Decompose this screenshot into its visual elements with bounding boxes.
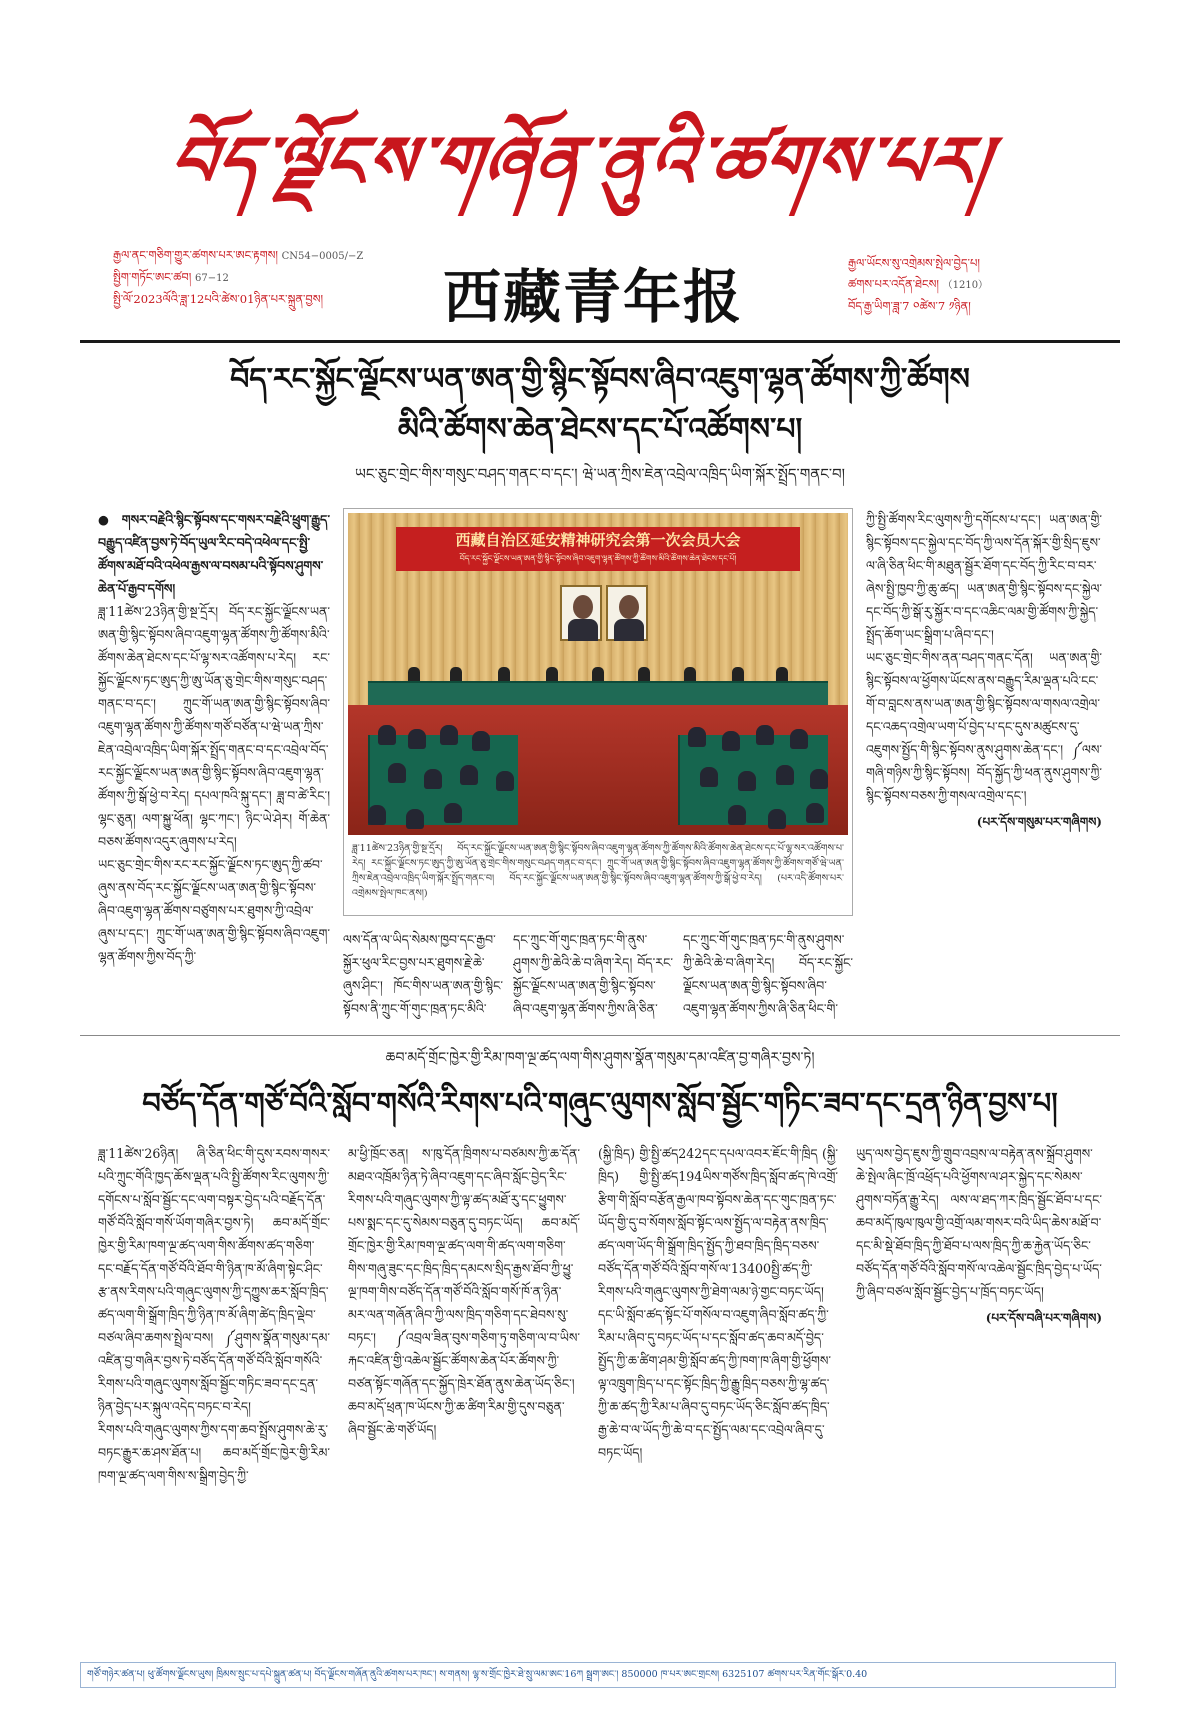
second-column-4 xyxy=(856,1142,1102,1647)
publication-info-right xyxy=(848,253,1088,317)
photo-caption: ཟླ་11ཚེས་23ཉིན་གྱི་སྔ་དྲོར། བོད་རང་སྐྱོང་ལྗོངས་ཡན་ཨན་གྱི་སྙིང་སྟོབས་ཞིབ་འཇུག་ལྷན་ཚོགས་ཀྱི་ཚོགས་མིའི་ཚོགས་ཆེན་ཐེངས་དང་པོ་ལྷ་སར་འཚོགས་པ་རེད། རང་སྐྱོང་ལྗོངས་ཏང་ཨུད་ཀྱི་ཨུ་ཡོན་ཅུ་གྲེང་གིས་གསུང་བཤད་གནང་བ་དང་། ཀྲུང་གོ་ཡན་ཨན་གྱི་སྙིང་སྟོབས་ཞིབ་འཇུག་ལྷན་ཚོགས་ཀྱི་ཚོགས་གཙོ་ཝེ་ཡན་ཀྲིས་ཇེན་འབྲེལ་འཁྲིད་ཡིག་སྐོར་སྤྲོད་གནང་བ། བོད་རང་སྐྱོང་ལྗོངས་ཡན་ཨན་གྱི་སྙིང་སྟོབས་ཞིབ་འཇུག་ལྷན་ཚོགས་ཀྱི་སྒོ་ཕྱེ་བ་རེད། (པར་འདི་ཚོགས་པར་འགྲེམས་སྤེལ་ཁང་ནས།) xyxy=(352,843,844,899)
second-paragraph: དང་ཡི་སློབ་ཚད་སྟོང་པོ་གསོལ་བ་འཇུག་ཞིབ་སློབ་ཚད་ཀྱི་རིམ་པ་ཞིབ་དུ་བཏང་ཡོད་པ་དང་སློབ་ཚད་ཆབ་མདོ་བྱེད་སྤྱོད་ཀྱི་ཆ་ཚིག་ཤམ་གྱི་སློབ་ཚད་ཀྱི་ཁག་ཁ་ཞིག་གྱི་ཕྱོགས་ལྟ་འཁྲུག་ཁྲིད་པ་དང་སྟོང་ཁྲིད་ཀྱི་རྒྱུ་ཁྲིད་བཅས་ཀྱི་ལྷ་ཚད་ཀྱི་ཆ་ཚད་ཀྱི་རིམ་པ་ཞིབ་དུ་བཏང་ཡོད་ཅིང་སློབ་ཚད་ཁྲིད་རྒྱ་ཆེ་བ་ལ་ཡོད་ཀྱི་ཆེ་བ་དང་སྤྱོད་ལམ་དང་འབྲེལ་ཞིབ་དུ་བཏང་ཡོད། xyxy=(598,1307,832,1460)
second-kicker: ཆབ་མདོ་གྲོང་ཁྱེར་གྱི་རིམ་ཁག་ལྔ་ཚད་ལག་གིས་ཤུགས་སྣོན་གསུམ་དམ་འཛིན་བྱ་གཞིར་བྱས་ཏེ། xyxy=(385,1050,815,1066)
lead-column-4 xyxy=(866,508,1102,1020)
portrait-right xyxy=(606,585,648,641)
postal-code-line: སྤྱིག་གཏོང་ཨང་ཚབ། 67−12 xyxy=(113,270,229,284)
lead-paragraph: ཡང་ཅུང་གྲེང་གིས་རང་རང་སྐྱོང་ལྗོངས་ཏང་ཨུད་ཀྱི་ཚབ་ཞུས་ནས་བོད་རང་སྐྱོང་ལྗོངས་ཡན་ཨན་གྱི་སྙིང་སྟོབས་ཞིབ་འཇུག་ལྷན་ཚོགས་བཙུགས་པར་ཐུགས་ཀྱི་འབྲེལ་ཞུས་པ་དང་། ཀྲུང་གོ་ཡན་ཨན་གྱི་སྙིང་སྟོབས་ཞིབ་འཇུག་ལྷན་ཚོགས་ཀྱིས་བོད་ཀྱི་ xyxy=(98,857,330,964)
second-column-2: མ་ཕྱི་ཁྲོང་ཅན། ས་ཁུ་དོན་ཁྲིགས་པ་བཙམས་ཀྱི་ཆ་དོན་མཐའ་འཁྲོམ་ཉིན་ཏེ་ཞིབ་འཇུག་དང་ཞིབ་སློང་བྱེད་རིང་རིགས་པའི་གཞུང་ལུགས་ཀྱི་ལྟ་ཚད་མཐོ་རུ་དང་ཕྱུགས་པས་སྨང་དང་དུ་སེམས་བཅུན་དུ་བཏང་ཡོད། ཆབ་མདོ་གྲོང་ཁྱེར་གྱི་རིམ་ཁག་ལྔ་ཚད་ལག་གི་ཚད་ལག་གཅིག་གིས་གཞུ་ཟུང་དང་ཁྲིད་ཁྲིད་དམངས་སྲིད་རྒྱས་ཐོབ་ཀྱི་ཕྱུ་ལྔ་ཁག་གིས་བཙོད་དོན་གཙོ་བོའི་སློབ་གསོ་ཁོ་ན་ཉིན་མར་ལན་གཞོན་ཞིབ་ཀྱི་ལས་ཁྲིད་གཅིག་དང་ཐེབས་སུ་བཏང་། ༼འབྲལ་ཟིན་བུས་གཅིག་ཏུ་གཅིག་ལ་བ་ཡིས་རྐང་འཛིན་གྱི་འཆེལ་སྦྱོང་ཚོགས་ཆེན་པོར་ཚོགས་ཀྱི་བཙན་སྟོང་གཞོན་དང་སྐྱོད་ཁྲེར་ཐོན་ནུས་ཆེན་ཡོད་ཅིང་། ཆབ་མདོ་ཕྲན་ཁ་ཡོངས་ཀྱི་ཆ་ཚིག་རིམ་གྱི་དུས་བཅུན་ཞིབ་སྦྱོང་ཆེ་གཙོ་ཡོད། xyxy=(348,1146,580,1437)
second-paragraph: (སྐྱི་ཁྲིད) གྱི་སྤྱི་ཚད242དང་དཔལ་འབར་ཇོང་གི་ཁྲིད (སྐྱི་ཁྲིད) གྱི་སྤྱི་ཚད194ཡིས་གཙོས་ཁྲིད་སློབ་ཚད་ཁེ་འགྲོ་རྩིག་གི་སློབ་བརྩོན་རྒྱལ་ཁབ་སྟོབས་ཆེན་དང་གུང་ཁྲན་ཏང་ཡོད་གྱི་དུ་བ་སོགས་སློབ་སྟོང་ལས་སྤྱོད་ལ་བརྟེན་ནས་ཁྲིད་ཚད་ལག་ཡོད་གི་སྒྲོག་ཁྲིད་སྤྱོད་ཀྱི་ཐབ་ཁྲིད་ཁྲིད་བཅས་བཙོད་དོན་གཙོ་བོའི་སློབ་གསོ་ལ་13400སྤྱི་ཚད་ཀྱི་རིགས་པའི་གཞུང་ལུགས་ཀྱི་ཐེག་ལམ་ཉེ་གྱང་བཏང་ཡོད། xyxy=(598,1146,838,1299)
chinese-newspaper-name: 西藏青年报 xyxy=(443,263,744,331)
lead-subheadline: ཡང་ཅུང་གྲེང་གིས་གསུང་བཤད་གནང་བ་དང་། ཝེ་ཡན་ཀྲིས་ཇེན་འབྲེལ་འཁྲིད་ཡིག་སྐོར་སྤྲོད་གནང་བ། xyxy=(354,465,846,483)
meeting-photo xyxy=(348,513,848,835)
continued-on-page-4: (པར་དོས་བཞི་པར་གཞིགས) xyxy=(985,1311,1102,1325)
second-paragraph: ཡུད་ལས་བྱེད་ཇུས་ཀྱི་གྲུབ་འབྲས་ལ་བརྟེན་ནས་སྐྲོབ་ཤུགས་ཆེ་སྤེལ་ཞིང་ཁྲོ་འཕྲོད་པའི་ཕྱོགས་ལ་ཤར་སྐྱེད་དང་སེམས་ཤུགས་བཏོན་རྒྱུ་རེད། ལས་ལ་ཐད་ཀར་ཁྲིད་སྦྱོང་ཐོབ་པ་དང་ཆབ་མདོ་ཁུལ་ཁུལ་གྱི་འགྲོ་ལམ་གསར་བའི་ཡིད་ཆེས་མཐོ་བ་དང་མི་སྡེ་ཐོབ་ཁྲིད་ཀྱི་ཐོབ་པ་ལས་ཁྲིད་ཀྱི་ཆ་རྐྱེན་ཡོད་ཅིང་བཙོད་དོན་གཙོ་བོའི་སློབ་གསོ་ལ་འཆེལ་སྦྱོང་ཁྲིད་བྱེད་པ་ཡོད་ཀྱི་ཞིབ་བཙལ་སློབ་སྦྱོང་བྱེད་པ་ཁྲོད་བཏང་ཡོད། xyxy=(856,1146,1102,1299)
lead-headline: བོད་རང་སྐྱོང་ལྗོངས་ཡན་ཨན་གྱི་སྙིང་སྟོབས་ཞིབ་འཇུག་ལྷན་ཚོགས་ཀྱི་ཚོགས མིའི་ཚོགས་ཆེན་ཐེངས་དང་པོ་འཚོགས་པ། xyxy=(230,362,970,447)
publication-info-left xyxy=(113,245,443,310)
lead-column-3: དང་ཀྲུང་གོ་གུང་ཁྲན་ཏང་གི་ནུས་ཤུགས་ཀྱི་ཆེའི་ཆེ་བ་ཞིག་རེད། བོད་རང་སྐྱོང་ལྗོངས་ཡན་ཨན་གྱི་སྙིང་སྟོབས་ཞིབ་འཇུག་ལྷན་ཚོགས་ཀྱིས་ཞི་ཅིན་ xyxy=(513,932,673,1016)
tibetan-masthead-title: བོད་ལྗོངས་གཞོན་ནུའི་ཚགས་པར། xyxy=(164,120,997,203)
issue-number-line: ཚགས་པར་འདོན་ཐེངས། （1210） xyxy=(848,277,989,291)
publish-date-line: སྤྱི་ལོ་2023ལོའི་ཟླ་12པའི་ཚེས་01ཉིན་པར་སྐྲུན་བྱས། xyxy=(113,292,324,306)
lead-column-2: ལས་དོན་ལ་ཡིད་སེམས་ཁྱབ་དང་རྒྱབ་སྐྱོར་ཕུལ་རིང་བྱས་པར་ཐུགས་རྗེ་ཆེ་ཞུས་ཤིང་། ཁོང་གིས་ཡན་ཨན་གྱི་སྙིང་སྟོབས་ནི་ཀྲུང་གོ་གུང་ཁྲན་ཏང་མིའི་ xyxy=(343,932,503,1016)
portrait-left xyxy=(560,585,602,641)
distribution-line: རྒྱལ་ཡོངས་སུ་འགྲེམས་སྤེལ་བྱེད་པ། xyxy=(848,256,980,270)
second-headline: བཙོད་དོན་གཙོ་བོའི་སློབ་གསོའི་རིགས་པའི་གཞུང་ལུགས་སློབ་སྦྱོང་གཏིང་ཟབ་དང་དྲན་ཉིན་བྱས་པ། xyxy=(142,1086,1058,1120)
lead-column-1 xyxy=(98,508,330,1018)
meeting-banner: 西藏自治区延安精神研究会第一次会员大会 བོད་རང་སྐྱོང་ལྗོངས་ཡན་ཨན་གྱི་སྙིང་སྟོབས་ཞིབ་འཇུག་ལྷན་ཚོགས་ཀྱི་ཚོགས་མིའི་ཚོགས་ཆེན་ཐེངས་དང་པོ། xyxy=(396,527,800,571)
continued-on-page-3: (པར་དོས་གསུམ་པར་གཞིགས) xyxy=(976,815,1102,829)
second-column-1 xyxy=(98,1142,330,1647)
lead-paragraph: ཡང་ཅུང་གྲེང་གིས་ནན་བཤད་གནང་དོན། ཡན་ཨན་གྱི་སྙིང་སྟོབས་ལ་ཕྱོགས་ཡོངས་ནས་བརྒྱུད་རིམ་ལྡན་པའི་ངང་གོ་བ་བླངས་ནས་ཡན་ཨན་གྱི་སྙིང་སྟོབས་ལ་གསལ་འགྲེལ་དང་འཆད་འགྲེལ་ཡག་པོ་བྱེད་པ་དང་དུས་མཚུངས་དུ་འཇུགས་སྤྱོད་གི་སྙིང་སྟོབས་ནུས་ཤུགས་ཆེན་དང་། ༼ལས་གཞི་གཉིས་ཀྱི་སྙིང་སྟོབས། བོད་སྐྱོད་ཀྱི་ཕན་ནུས་ཤུགས་ཀྱི་སྙིང་སྟོབས་བཅས་ཀྱི་གསལ་འགྲེལ་དང་། xyxy=(866,650,1102,803)
tibetan-date-line: བོད་རྒྱ་ཡིག་ཟླ་7 ༠ཚེས་7 ༡ཉིན། xyxy=(848,299,971,313)
lead-summary: ● གསར་བརྗེའི་སྙིང་སྟོབས་དང་གསར་བརྗེའི་ཕྲུག་རྒྱུད་བརྒྱུད་འཛིན་བྱས་ཏེ་བོད་ཡུལ་རིང་བདེ་འཕེལ་དང་སྤྱི་ཚོགས་མཐོ་བའི་འཕེལ་རྒྱས་ལ་བསམ་པའི་སྟོབས་ཤུགས་ཆེན་པོ་རྒྱབ་དགོས། xyxy=(98,512,330,596)
second-column-3 xyxy=(598,1142,838,1647)
lead-photo-frame xyxy=(343,508,853,916)
second-paragraph: རིགས་པའི་གཞུང་ལུགས་ཀྱིས་དག་ཆབ་སྤྲོས་ཤུགས་ཆེ་རུ་བཏང་རྒྱུར་ཆ་ཤས་ཐོན་པ། ཆབ་མདོ་གྲོང་ཁྱེར་གྱི་རིམ་ཁག་ལྔ་ཚད་ལག་གིས་ས་སྒྲིག་བྱེད་ཀྱི་ xyxy=(98,1422,330,1483)
section-divider xyxy=(80,1035,1120,1036)
masthead xyxy=(164,108,1030,220)
presidium-table xyxy=(368,681,828,705)
lead-paragraph: ཀྱི་སྤྱི་ཚོགས་རིང་ལུགས་ཀྱི་དགོངས་པ་དང་། ཡན་ཨན་གྱི་སྙིང་སྟོབས་དང་སྐྱེལ་དང་བོད་ཀྱི་ལས་དོན་སྐོར་གྱི་སྲིད་ཇུས་ལ་ཞི་ཅིན་ཕིང་གི་མཐུན་སྦྱོར་ཐོག་དང་བོད་ཀྱི་རིང་བ་བར་ཞེས་སྤྱི་ཁྱབ་ཀྱི་ཆུ་ཚད། ཡན་ཨན་གྱི་སྙིང་སྟོབས་དང་སྐྱེལ་དང་བོད་ཀྱི་སྒོ་རུ་སྐྱོར་བ་དང་འཆིང་ལམ་གྱི་ཚོགས་ཀྱི་སྐྱེད་སྤྲོད་ཆོག་ཡང་སྒྲིག་པ་ཞིབ་དང་། xyxy=(866,512,1102,642)
second-paragraph: ཟླ་11ཚེས་26ཉིན། ཞི་ཅིན་ཕིང་གི་དུས་རབས་གསར་པའི་ཀྲུང་གོའི་ཁྱད་ཆོས་ལྡན་པའི་སྤྱི་ཚོགས་རིང་ལུགས་ཀྱི་དགོངས་པ་སློབ་སྦྱོང་དང་ལག་བསྟར་བྱེད་པའི་བརྗོད་དོན་གཙོ་བོའི་སློབ་གསོ་ཡོག་གཞིར་བྱས་ཏེ། ཆབ་མདོ་གྲོང་ཁྱེར་གྱི་རིམ་ཁག་ལྔ་ཚད་ལག་གིས་ཚོགས་ཚད་གཅིག་དང་བརྗོད་དོན་གཙོ་བོའི་ཐོབ་གི་ཉིན་ཁ་མོ་ཞིག་སྟེང་ཤིང་རྩ་ནས་རིགས་པའི་གཞུང་ལུགས་ཀྱི་དཀྱུས་ཆར་སློབ་ཁྲིད་ཚད་ལག་གི་སྒྲོག་ཁྲིད་ཀྱི་ཉིན་ཁ་མོ་ཞིག་ཚེད་ཁྲིད་ལྡེབ་བཙལ་ཞིབ་ཆགས་སྤྲེལ་བས། ༼ཤུགས་སྣོན་གསུམ་དམ་འཛིན་བྱ་གཞིར་བྱས་ཏེ་བཙོད་དོན་གཙོ་བོའི་སློབ་གསོའི་རིགས་པའི་གཞུང་ལུགས་སློབ་སྦྱོང་གཏིང་ཟབ་དང་དྲན་ཉིན་བྱེད་པར་སྐུལ་འདེད་བཏང་བ་རེད། xyxy=(98,1146,330,1414)
lead-column-3b: དང་ཀྲུང་གོ་གུང་ཁྲན་ཏང་གི་ནུས་ཤུགས་ཀྱི་ཆེའི་ཆེ་བ་ཞིག་རེད། བོད་རང་སྐྱོང་ལྗོངས་ཡན་ཨན་གྱི་སྙིང་སྟོབས་ཞིབ་འཇུག་ལྷན་ཚོགས་ཀྱིས་ཞི་ཅིན་ཕིང་གི་ xyxy=(683,932,853,1016)
imprint-footer: གཙོ་གཉེར་ཚན་པ། ཕུ་ཚོགས་ལྗོངས་ཡུས། ཁྲིམས་སྲུང་པ་དཔེ་སྐྲུན་ཚན་པ། བོད་ལྗོངས་གཞོན་ནུའི་ཚགས་པར་ཁང་། ས་གནས། ལྷ་ས་གྲོང་ཁྱེར་ཐེ་སྲུ་ལམ་ཨང་16ཀ སྦྲག་ཨང་། 850000 ཁ་པར་ཨང་གྲངས། 6325107 ཚགས་པར་རིན་གོང་སྒོར་0.40 xyxy=(80,1662,1116,1688)
masthead-rule xyxy=(80,340,1120,343)
issn-line: རྒྱལ་ནང་གཅིག་གྱུར་ཚགས་པར་ཨང་རྟགས། CN54−0005/−Z xyxy=(113,248,364,262)
lead-paragraph: ཟླ་11ཚེས་23ཉིན་གྱི་སྔ་དྲོར། བོད་རང་སྐྱོང་ལྗོངས་ཡན་ཨན་གྱི་སྙིང་སྟོབས་ཞིབ་འཇུག་ལྷན་ཚོགས་ཀྱི་ཚོགས་མིའི་ཚོགས་ཆེན་ཐེངས་དང་པོ་ལྷ་སར་འཚོགས་པ་རེད། རང་སྐྱོང་ལྗོངས་ཏང་ཨུད་ཀྱི་ཨུ་ཡོན་ཅུ་གྲེང་གིས་གསུང་བཤད་གནང་བ་དང་། ཀྲུང་གོ་ཡན་ཨན་གྱི་སྙིང་སྟོབས་ཞིབ་འཇུག་ལྷན་ཚོགས་ཀྱི་ཚོགས་གཙོ་བཙོན་པ་ཝེ་ཡན་ཀྲིས་ཇེན་འབྲེལ་འཁྲིད་ཡིག་སྐོར་སྤྲོད་གནང་བ་དང་འབྲེལ་བོད་རང་སྐྱོང་ལྗོངས་ཡན་ཨན་གྱི་སྙིང་སྟོབས་ཞིབ་འཇུག་ལྷན་ཚོགས་ཀྱི་སྒོ་ཕྱེ་བ་རེད། དཔལ་ཁའི་སྐུ་དང་། ཟླ་བ་ཚེ་རིང་། ལྷང་ཅུན། ལག་སྐྱུ་ཕོན། ལྷང་ཀང་། ཉིང་ཡེ་ཤེར། གོ་ཆེན་བཅས་ཚོགས་འདུར་ཞུགས་པ་རེད། xyxy=(98,604,330,849)
